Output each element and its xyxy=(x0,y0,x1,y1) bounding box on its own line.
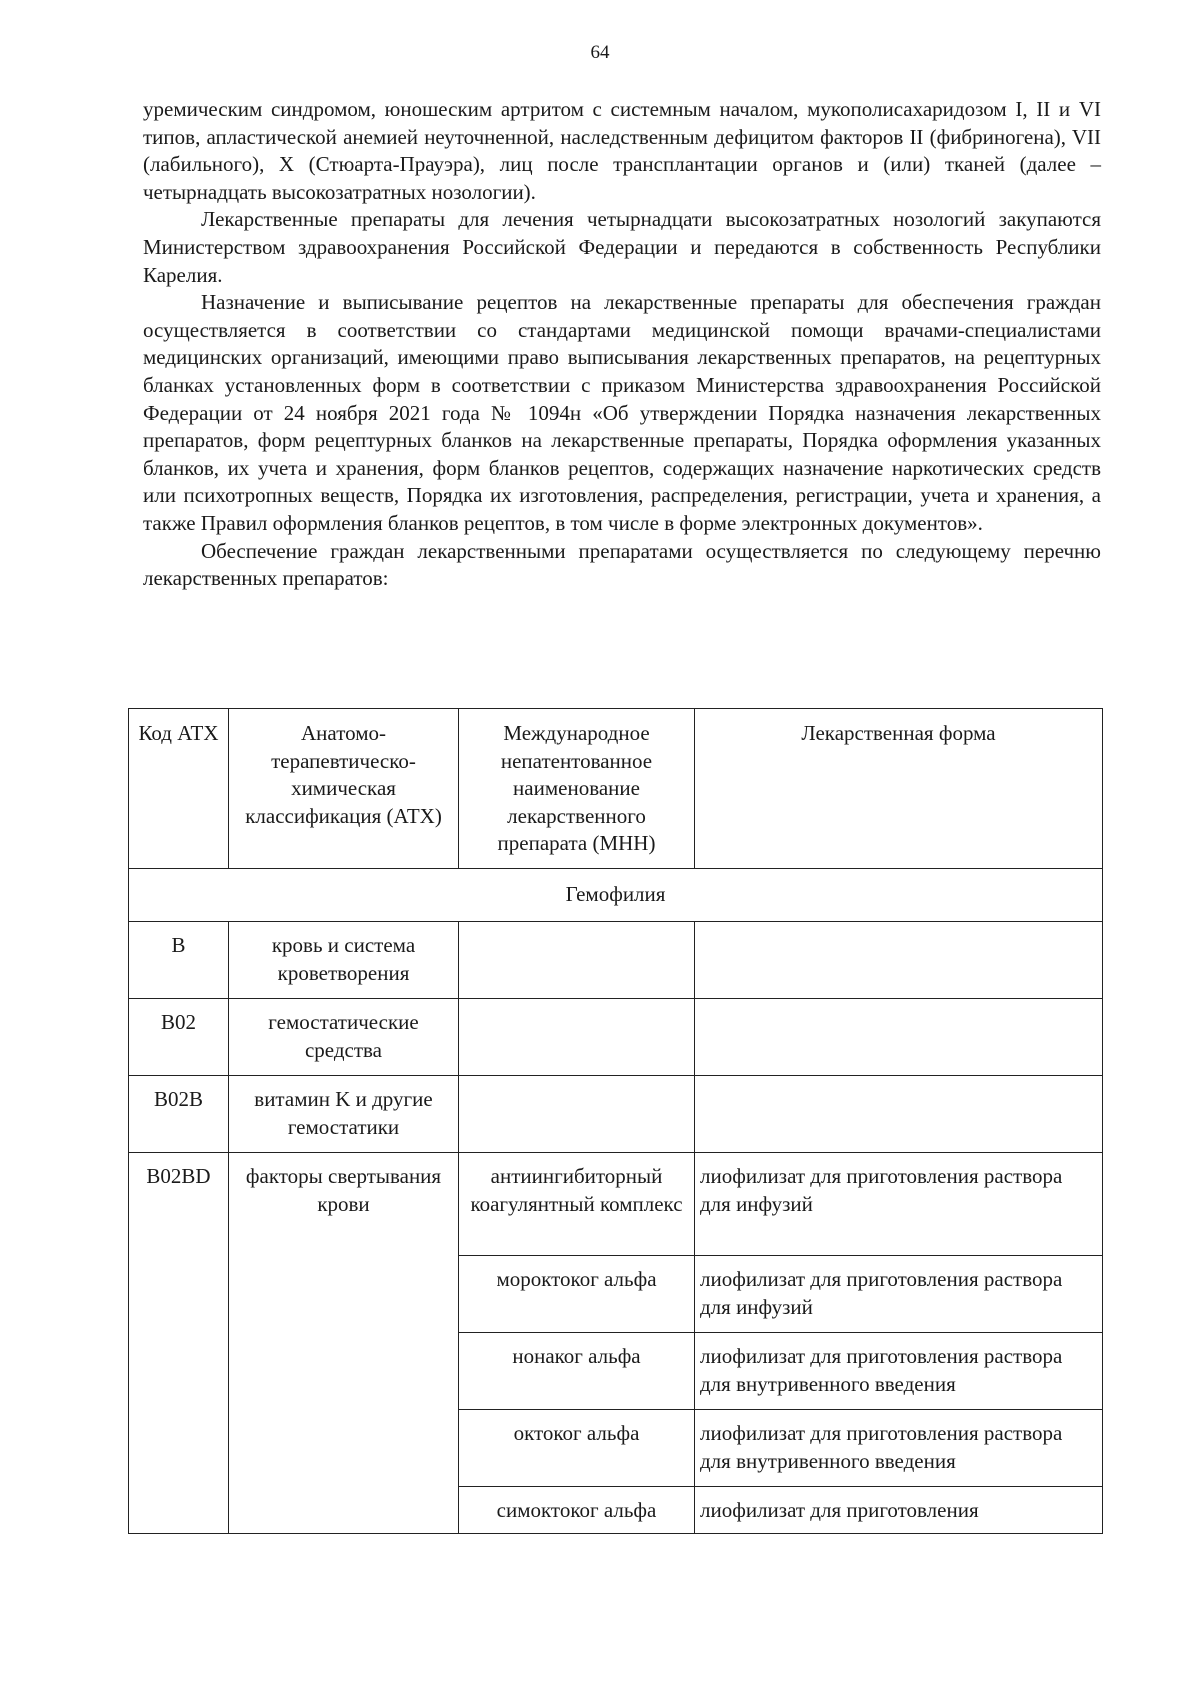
paragraph-drug-list-intro: Обеспечение граждан лекарственными препаратами осуществляется по следующему перечню лекарственных препаратов: xyxy=(143,538,1101,591)
paragraph-continuation: уремическим синдромом, юношеским артритом с системным началом, мукополисахаридозом I, II и VI типов, апластической анемией неуточненной, наследственным дефицитом факторов II (фибриногена), VII (лабильного), X (Стюарта-Прауэра), лиц после трансплантации органов и (или) тканей (далее – четырнадцать высокозатратных нозологии). xyxy=(143,97,1101,204)
cell-atc-classification: кровь и система кроветворения xyxy=(229,922,459,999)
cell-inn: октоког альфа xyxy=(459,1410,695,1487)
cell-atc-code: B02B xyxy=(129,1076,229,1153)
cell-atc-classification: витамин K и другие гемостатики xyxy=(229,1076,459,1153)
header-dosage-form: Лекарственная форма xyxy=(695,709,1103,869)
cell-dosage-form: лиофилизат для приготовления раствора для внутривенного введения xyxy=(695,1410,1103,1487)
cell-atc-classification: факторы свертывания крови xyxy=(229,1153,459,1534)
header-inn: Международное непатентованное наименование лекарственного препарата (МНН) xyxy=(459,709,695,869)
cell-inn xyxy=(459,999,695,1076)
section-row xyxy=(129,869,1103,922)
cell-inn xyxy=(459,922,695,999)
cell-dosage-form xyxy=(695,999,1103,1076)
table-row xyxy=(129,922,1103,999)
drug-list-table xyxy=(128,708,1103,1534)
cell-atc-code: B02 xyxy=(129,999,229,1076)
cell-inn: мороктоког альфа xyxy=(459,1256,695,1333)
table-row xyxy=(129,1076,1103,1153)
cell-dosage-form: лиофилизат для приготовления xyxy=(695,1487,1103,1534)
cell-atc-code: B xyxy=(129,922,229,999)
table-row xyxy=(129,1153,1103,1256)
cell-dosage-form: лиофилизат для приготовления раствора для инфузий xyxy=(695,1256,1103,1333)
cell-inn xyxy=(459,1076,695,1153)
header-atc-classification: Анатомо-терапевтическо-химическая классификация (АТХ) xyxy=(229,709,459,869)
cell-dosage-form: лиофилизат для приготовления раствора для внутривенного введения xyxy=(695,1333,1103,1410)
paragraph-procurement: Лекарственные препараты для лечения четырнадцати высокозатратных нозологий закупаются Министерством здравоохранения Российской Федерации и передаются в собственность Республики Карелия. xyxy=(143,207,1101,287)
header-atc-code: Код АТХ xyxy=(129,709,229,869)
cell-inn: нонаког альфа xyxy=(459,1333,695,1410)
table-row xyxy=(129,999,1103,1076)
cell-dosage-form xyxy=(695,922,1103,999)
cell-atc-code: B02BD xyxy=(129,1153,229,1534)
paragraph-prescription: Назначение и выписывание рецептов на лекарственные препараты для обеспечения граждан осуществляется в соответствии со стандартами медицинской помощи врачами-специалистами медицинских организаций, имеющими право выписывания лекарственных препаратов, на рецептурных бланках установленных форм в соответствии с приказом Министерства здравоохранения Российской Федерации от 24 ноября 2021 года № 1094н «Об утверждении Порядка назначения лекарственных препаратов, форм рецептурных бланков на лекарственные препараты, Порядка оформления указанных бланков, их учета и хранения, форм бланков рецептов, содержащих назначение наркотических средств или психотропных веществ, Порядка их изготовления, распределения, регистрации, учета и хранения, а также Правил оформления бланков рецептов, в том числе в форме электронных документов». xyxy=(143,290,1101,535)
body-text xyxy=(143,96,1101,593)
cell-inn: симоктоког альфа xyxy=(459,1487,695,1534)
cell-dosage-form: лиофилизат для приготовления раствора для инфузий xyxy=(695,1153,1103,1256)
page-number: 64 xyxy=(590,42,610,63)
cell-atc-classification: гемостатические средства xyxy=(229,999,459,1076)
table-header-row xyxy=(129,709,1103,869)
cell-inn: антиингибиторный коагулянтный комплекс xyxy=(459,1153,695,1256)
cell-dosage-form xyxy=(695,1076,1103,1153)
section-title: Гемофилия xyxy=(129,869,1103,922)
